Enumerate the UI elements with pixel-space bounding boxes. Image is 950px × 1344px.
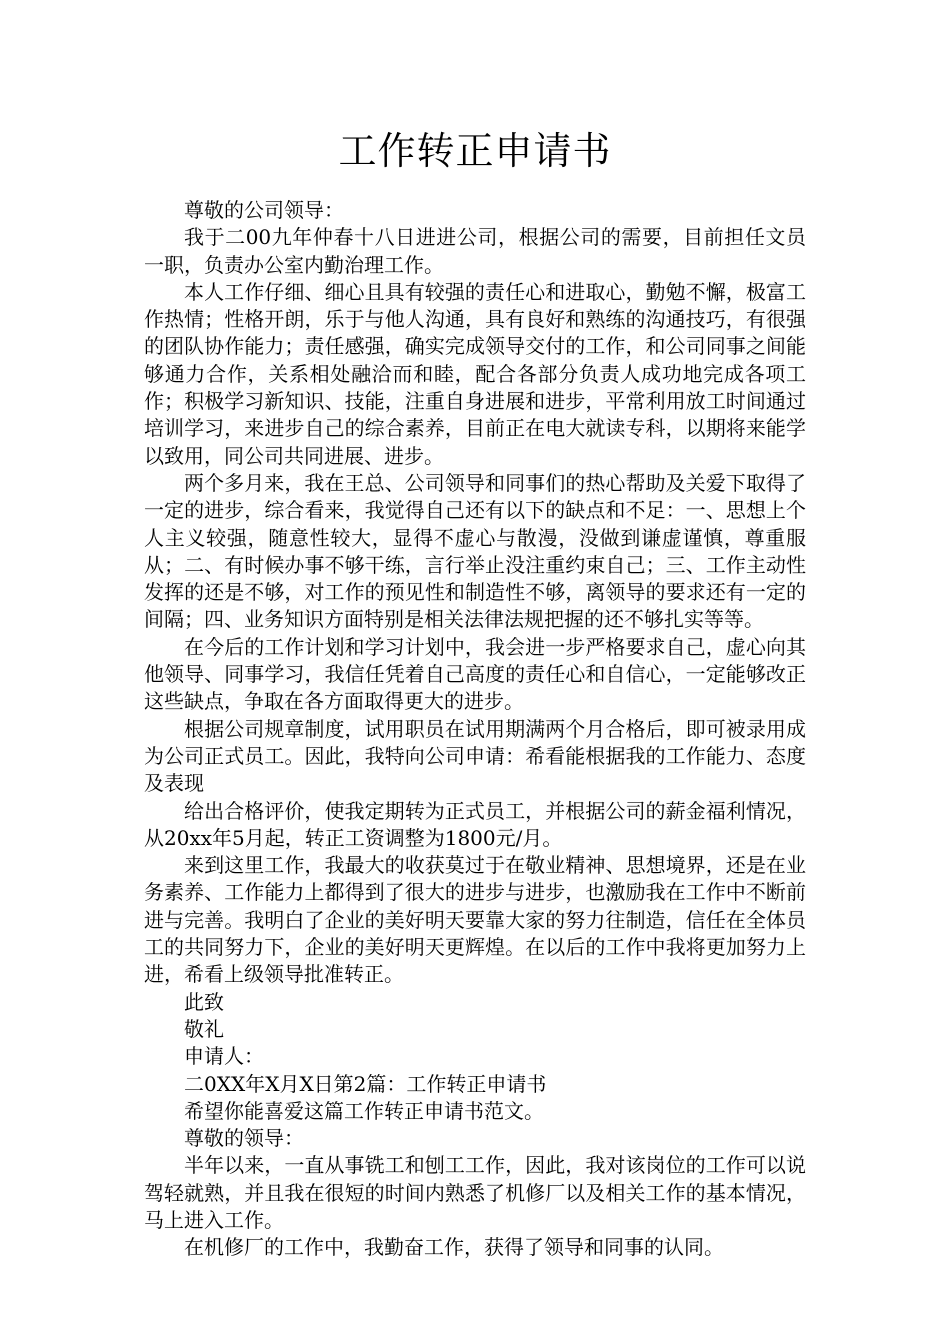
second-salutation: 尊敬的领导： <box>184 1126 304 1151</box>
document-body <box>144 197 806 1262</box>
second-paragraph-work: 半年以来，一直从事铣工和刨工工作，因此，我对该岗位的工作可以说驾轻就熟，并且我在很短的时间内熟悉了机修厂以及相关工作的基本情况，马上进入工作。 <box>144 1153 806 1232</box>
paragraph-salary: 给出合格评价，使我定期转为正式员工，并根据公司的薪金福利情况，从20xx年5月起，转正工资调整为1800元/月。 <box>144 798 806 850</box>
date-and-second-title: 二0XX年X月X日第2篇：工作转正申请书 <box>184 1071 547 1096</box>
second-intro: 希望你能喜爱这篇工作转正申请书范文。 <box>184 1098 544 1123</box>
paragraph-gains: 来到这里工作，我最大的收获莫过于在敬业精神、思想境界，还是在业务素养、工作能力上都得到了很大的进步与进步，也激励我在工作中不断前进与完善。我明白了企业的美好明天要靠大家的努力往制造，信任在全体员工的共同努力下，企业的美好明天更辉煌。在以后的工作中我将更加努力上进，希看上级领导批准转正。 <box>144 853 806 987</box>
second-paragraph-recognition: 在机修厂的工作中，我勤奋工作，获得了领导和同事的认同。 <box>184 1235 724 1260</box>
applicant-label: 申请人： <box>184 1044 264 1069</box>
document-title: 工作转正申请书 <box>338 129 612 173</box>
paragraph-shortcomings: 两个多月来，我在王总、公司领导和同事们的热心帮助及关爱下取得了一定的进步，综合看来，我觉得自己还有以下的缺点和不足：一、思想上个人主义较强，随意性较大，显得不虚心与散漫，没做到谦虚谨慎，尊重服从；二、有时候办事不够干练，言行举止没注重约束自己；三、工作主动性发挥的还是不够，对工作的预见性和制造性不够，离领导的要求还有一定的间隔；四、业务知识方面特别是相关法律法规把握的还不够扎实等等。 <box>144 470 806 632</box>
paragraph-intro: 我于二00九年仲春十八日进进公司，根据公司的需要，目前担任文员一职，负责办公室内勤治理工作。 <box>144 225 806 277</box>
paragraph-future-plan: 在今后的工作计划和学习计划中，我会进一步严格要求自己，虚心向其他领导、同事学习，我信任凭着自己高度的责任心和自信心，一定能够改正这些缺点，争取在各方面取得更大的进步。 <box>144 634 806 714</box>
closing-cizhi: 此致 <box>184 989 224 1014</box>
paragraph-request: 根据公司规章制度，试用职员在试用期满两个月合格后，即可被录用成为公司正式员工。因此，我特向公司申请：希看能根据我的工作能力、态度及表现 <box>144 716 806 796</box>
closing-jingli: 敬礼 <box>184 1016 224 1041</box>
salutation: 尊敬的公司领导： <box>184 198 344 222</box>
paragraph-self-assessment: 本人工作仔细、细心且具有较强的责任心和进取心，勤勉不懈，极富工作热情；性格开朗，乐于与他人沟通，具有良好和熟练的沟通技巧，有很强的团队协作能力；责任感强，确实完成领导交付的工作，和公司同事之间能够通力合作，关系相处融洽而和睦，配合各部分负责人成功地完成各项工作；积极学习新知识、技能，注重自身进展和进步，平常利用放工时间通过培训学习，来进步自己的综合素养，目前正在电大就读专科，以期将来能学以致用，同公司共同进展、进步。 <box>144 279 806 468</box>
